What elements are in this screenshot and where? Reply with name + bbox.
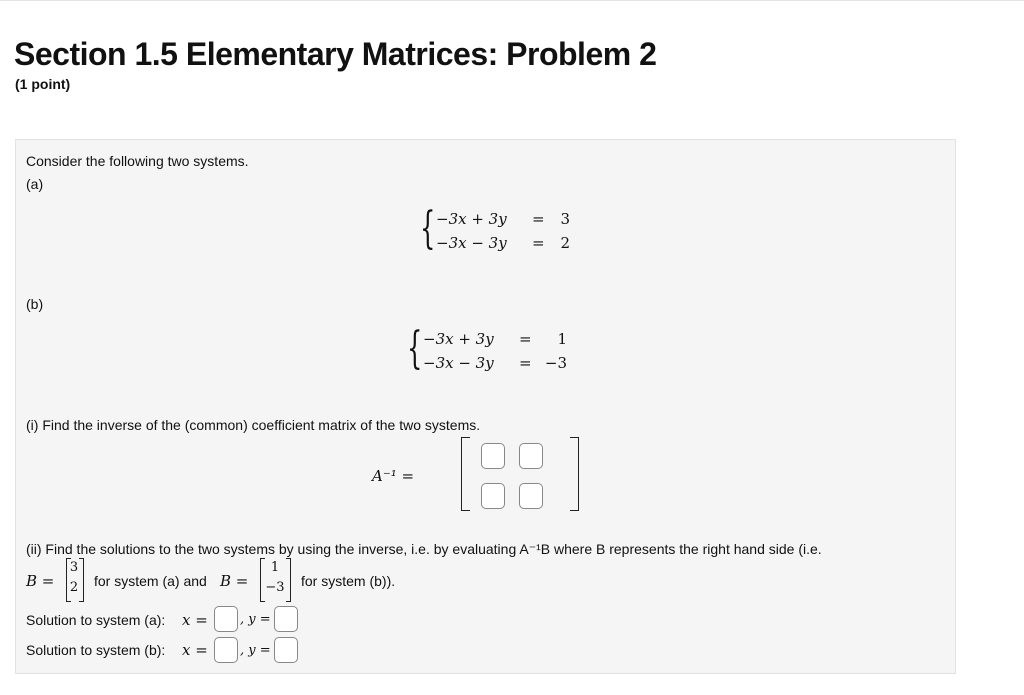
question-ii: (ii) Find the solutions to the two systems by using the inverse, i.e. by evaluating A⁻¹B where B represents the right hand side (i.e.: [26, 541, 822, 557]
for-system-b-text: for system (b)).: [301, 573, 396, 589]
vector-b: [264, 558, 286, 598]
system-a-rhs: 3: [560, 210, 570, 228]
inverse-entry-21[interactable]: [481, 483, 505, 509]
system-a-rhs: 2: [560, 234, 570, 252]
inverse-entry-22[interactable]: [519, 483, 543, 509]
system-a-equals: =: [532, 210, 545, 228]
inverse-entry-11[interactable]: [481, 443, 505, 469]
vector-a-right-bracket: [79, 558, 84, 602]
intro-text: Consider the following two systems.: [26, 153, 249, 169]
system-b: [407, 323, 587, 376]
solution-a-y-input[interactable]: [274, 606, 298, 632]
vector-b-right-bracket: [286, 558, 291, 602]
part-b-label: (b): [26, 296, 44, 312]
b-label-a: B =: [26, 572, 55, 590]
problem-panel: [15, 139, 956, 674]
system-b-brace: {: [407, 323, 423, 374]
vector-a: [69, 558, 79, 598]
matrix-right-bracket: [570, 437, 579, 511]
system-a: [420, 203, 580, 256]
solution-b-label: Solution to system (b):: [26, 642, 166, 658]
system-b-rhs: 1: [557, 330, 567, 348]
solution-b-y-eq: , y =: [240, 643, 271, 658]
solution-a-x-input[interactable]: [214, 606, 238, 632]
b-label-b: B =: [220, 572, 249, 590]
system-a-equals: =: [532, 234, 545, 252]
matrix-left-bracket: [461, 437, 470, 511]
system-a-lhs: −3x + 3y: [436, 210, 507, 228]
system-b-lhs: −3x + 3y: [423, 330, 494, 348]
solution-b-x-eq: x =: [182, 641, 208, 659]
inverse-label: A⁻¹ =: [372, 467, 415, 485]
system-a-brace: {: [420, 203, 436, 254]
solution-a-y-eq: , y =: [240, 612, 271, 627]
points-label: (1 point): [15, 76, 71, 92]
vector-a-entry: 3: [69, 560, 79, 575]
vector-b-entry: −3: [265, 580, 285, 595]
solution-a-label: Solution to system (a):: [26, 612, 166, 628]
for-system-a-text: for system (a) and: [94, 573, 207, 589]
system-b-rhs: −3: [544, 354, 567, 372]
system-a-lhs: −3x − 3y: [436, 234, 507, 252]
solution-a-x-eq: x =: [182, 611, 208, 629]
vector-a-entry: 2: [69, 580, 79, 595]
system-b-equals: =: [519, 330, 532, 348]
system-b-lhs: −3x − 3y: [423, 354, 494, 372]
question-i: (i) Find the inverse of the (common) coefficient matrix of the two systems.: [26, 417, 481, 433]
page-title: Section 1.5 Elementary Matrices: Problem 2: [14, 36, 657, 72]
vector-b-entry: 1: [270, 560, 280, 575]
solution-b-y-input[interactable]: [274, 637, 298, 663]
inverse-entry-12[interactable]: [519, 443, 543, 469]
system-b-equals: =: [519, 354, 532, 372]
top-divider: [0, 0, 1024, 1]
part-a-label: (a): [26, 176, 44, 192]
solution-b-x-input[interactable]: [214, 637, 238, 663]
